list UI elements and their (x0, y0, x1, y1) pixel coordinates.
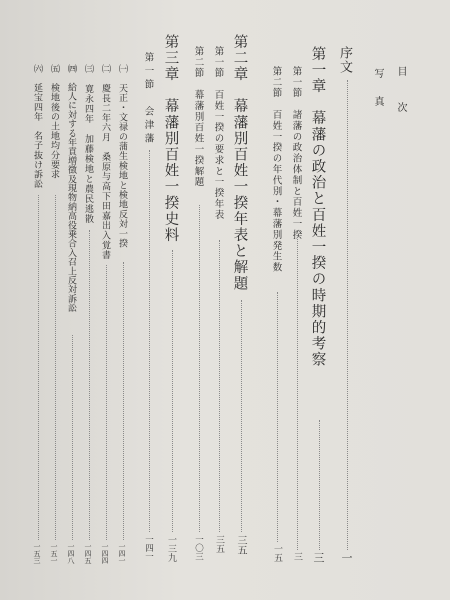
photos-entry: 写真 (372, 68, 383, 124)
chapter3-page: 一三九 (166, 535, 176, 562)
item-5: ㈤ 検地後の土地均分要求 (49, 64, 59, 180)
item-1-page: 一四一 (118, 543, 126, 564)
chapter1-section1-leader (297, 235, 298, 550)
item-4-page: 一四八 (67, 543, 75, 564)
chapter3-section1-leader (149, 150, 150, 532)
item-4: ㈣ 給人に対する年貢増徴及現物納高役乗合入召上反対訴訟 (66, 64, 76, 313)
preface-title: 序文 (337, 46, 352, 74)
chapter1-page: 三 (312, 552, 325, 563)
chapter1-section2-leader (277, 292, 278, 542)
item-2-page: 一四四 (101, 543, 109, 564)
chapter3-title: 第三章 幕藩別百姓一揆史料 (162, 34, 179, 244)
chapter3-section1: 第一節 会津藩 (142, 52, 154, 147)
item-5-page: 一五一 (50, 543, 58, 564)
chapter2-section2-page: 一〇三 (193, 535, 204, 561)
item-5-leader (55, 195, 56, 540)
chapter2-section1-leader (219, 240, 220, 532)
chapter2-page: 三五 (235, 535, 246, 555)
chapter3-section1-page: 一四一 (143, 535, 154, 561)
chapter1-section1: 第一節 諸藩の政治体制と百姓一揆 (290, 66, 302, 241)
chapter3-leader (172, 250, 173, 532)
chapter2-section2-leader (199, 205, 200, 532)
item-3-page: 一四五 (84, 543, 92, 564)
preface-leader (347, 80, 348, 550)
chapter1-section2-page: 一五 (272, 544, 282, 562)
chapter2-section2: 第二節 幕藩別百姓一揆解題 (192, 46, 204, 188)
item-3: ㈢ 寛永四年 加藤検地と農民逃散 (83, 64, 93, 224)
chapter2-section1: 第一節 百姓一揆の要求と一揆年表 (212, 46, 224, 221)
item-1-leader (123, 262, 124, 540)
item-2-leader (106, 265, 107, 540)
item-1: ㈠ 天正・文禄の蒲生検地と検地反対一揆 (117, 64, 127, 249)
item-6: ㈥ 延宝四年 名子抜け訴訟 (32, 64, 42, 189)
preface-page: 一 (340, 552, 353, 563)
chapter1-section2: 第二節 百姓一揆の年代別・幕藩別発生数 (270, 66, 282, 274)
chapter1-title: 第一章 幕藩の政治と百姓一揆の時期的考察 (309, 46, 326, 368)
item-2: ㈡ 慶長二年六月 桑原与高下田嘉出入覚書 (100, 64, 110, 260)
item-4-leader (72, 335, 73, 540)
chapter2-leader (241, 300, 242, 532)
chapter1-leader (319, 420, 320, 550)
chapter2-section1-page: 三五 (214, 535, 224, 553)
toc-heading: 目次 (395, 66, 406, 138)
chapter2-title: 第二章 幕藩別百姓一揆年表と解題 (231, 34, 248, 292)
item-6-page: 一五三 (33, 543, 41, 564)
item-6-leader (38, 195, 39, 540)
item-3-leader (89, 230, 90, 540)
chapter1-section1-page: 三 (292, 552, 302, 561)
